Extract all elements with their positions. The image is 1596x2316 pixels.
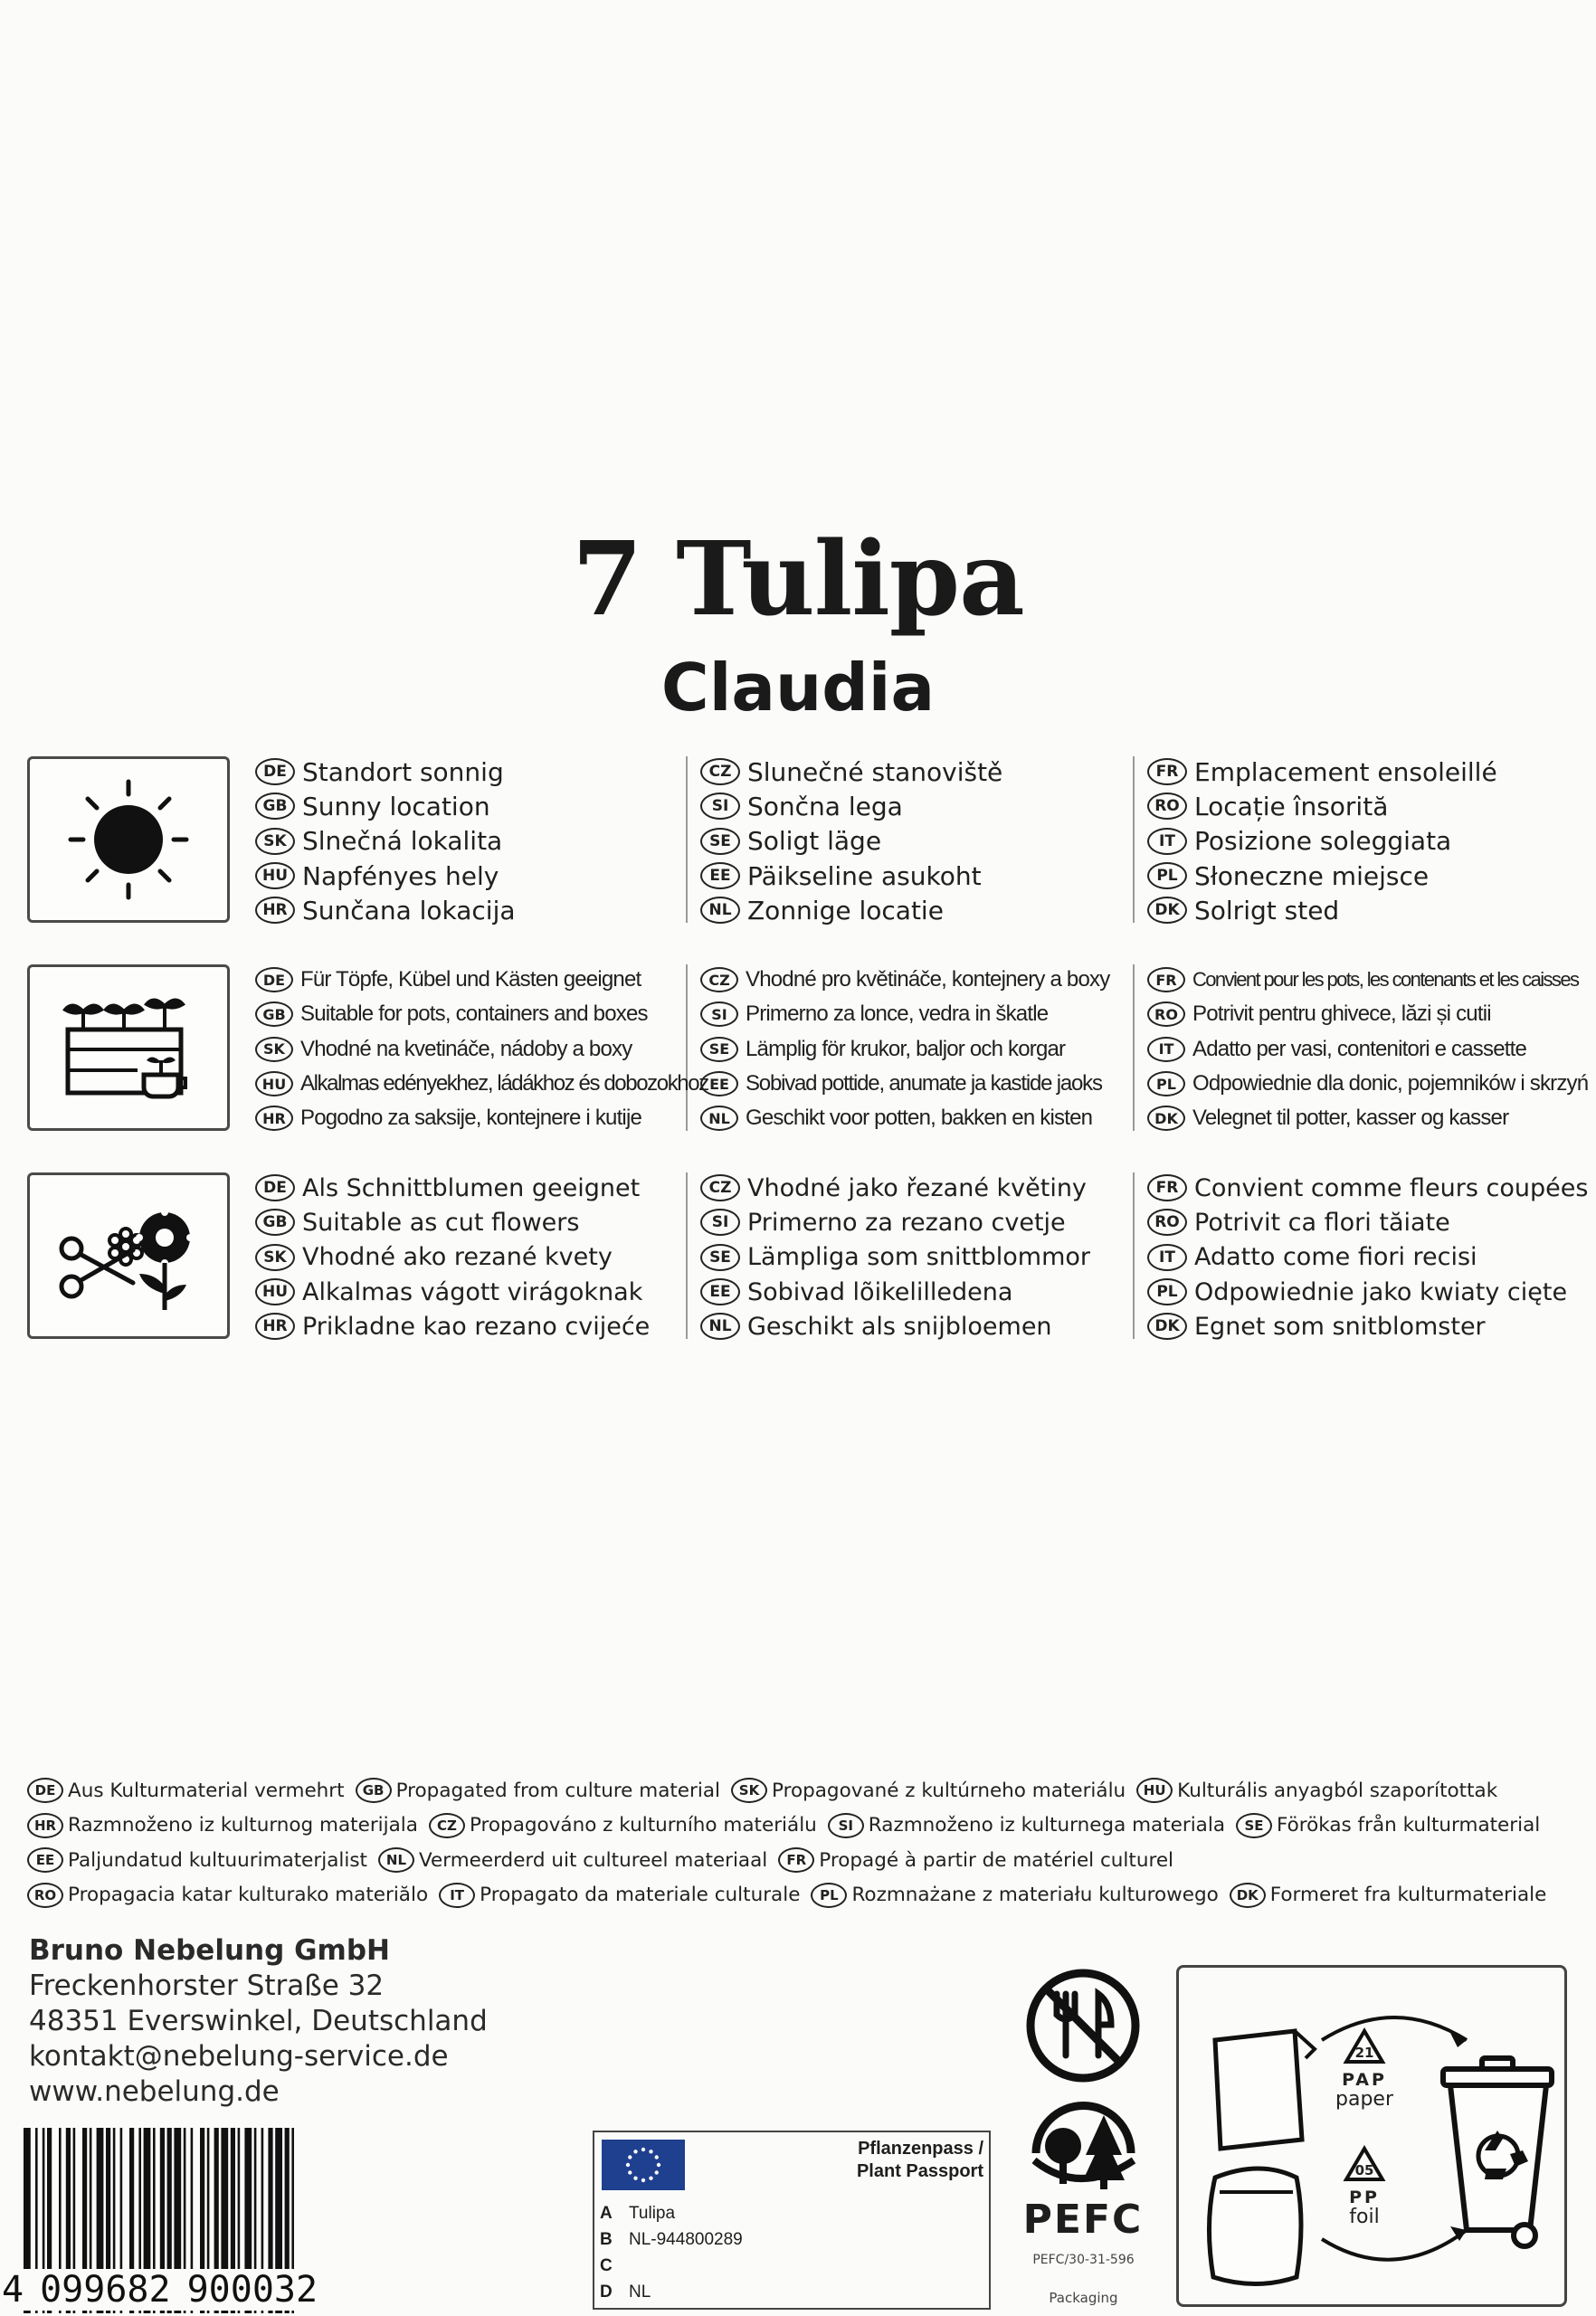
containers-line <box>255 1067 708 1101</box>
location-text: Slnečná lokalita <box>302 826 503 857</box>
containers-text: Vhodné pro květináče, kontejnery a boxy <box>746 967 1110 992</box>
containers-column-2 <box>700 963 1109 1135</box>
eu-star <box>626 2163 630 2167</box>
propagation-item <box>778 1847 1173 1873</box>
country-code-badge: DE <box>255 1174 295 1201</box>
country-code-badge: PL <box>1147 1278 1187 1305</box>
location-line <box>255 859 516 893</box>
propagation-line <box>27 1773 1592 1808</box>
propagation-item <box>27 1847 367 1873</box>
location-text: Sunny location <box>302 791 490 821</box>
country-code-badge: HR <box>27 1813 63 1838</box>
row-key: A <box>600 2203 613 2223</box>
country-code-badge: SI <box>828 1813 864 1838</box>
country-code-badge: SI <box>700 1001 738 1027</box>
paper-label: paper <box>1335 2088 1393 2111</box>
location-text: Napfényes hely <box>302 860 499 891</box>
plant-passport-row <box>600 2226 743 2253</box>
location-line <box>700 789 1002 823</box>
row-key: D <box>600 2282 613 2302</box>
propagation-item <box>1236 1813 1540 1838</box>
propagation-item <box>811 1883 1218 1908</box>
containers-line <box>1147 963 1588 997</box>
containers-text: Adatto per vasi, contenitori e cassette <box>1192 1036 1527 1061</box>
cut-flowers-text: Odpowiednie jako kwiaty cięte <box>1194 1277 1568 1306</box>
row-value: Tulipa <box>629 2203 676 2223</box>
plant-passport-row <box>600 2253 743 2279</box>
country-code-badge: GB <box>255 1209 295 1236</box>
containers-line <box>700 997 1109 1031</box>
country-code-badge: SE <box>700 1244 740 1271</box>
containers-text: Alkalmas edényekhez, ládákhoz és dobozokhoz <box>300 1071 708 1096</box>
cut-flowers-line <box>700 1205 1090 1239</box>
column-divider <box>1133 1172 1135 1339</box>
foil-pouch-icon <box>1209 2169 1301 2284</box>
propagation-item <box>828 1813 1225 1838</box>
containers-line <box>700 1067 1109 1101</box>
cut-flowers-text: Potrivit ca flori tăiate <box>1194 1208 1450 1237</box>
propagation-item <box>1136 1778 1497 1803</box>
location-line <box>1147 824 1497 859</box>
country-code-badge: EE <box>700 1278 740 1305</box>
country-code-badge: EE <box>700 1071 738 1096</box>
propagation-text: Propagated from culture material <box>395 1779 720 1802</box>
row-key: C <box>600 2255 613 2275</box>
country-code-badge: SE <box>1236 1813 1272 1838</box>
column-divider <box>1133 756 1135 923</box>
cut-flowers-text: Vhodné jako řezané květiny <box>747 1173 1087 1202</box>
containers-text: Vhodné na kvetináče, nádoby a boxy <box>300 1036 632 1061</box>
country-code-badge: CZ <box>429 1813 465 1838</box>
location-line <box>255 824 516 859</box>
propagation-text: Vermeerderd uit cultureel materiaal <box>418 1848 768 1872</box>
location-line <box>700 859 1002 893</box>
propagation-text: Propagované z kultúrneho materiálu <box>771 1779 1126 1802</box>
propagation-item <box>439 1883 800 1908</box>
propagation-item <box>731 1778 1126 1803</box>
containers-line <box>1147 1032 1588 1067</box>
company-city: 48351 Everswinkel, Deutschland <box>29 2005 488 2037</box>
location-text: Solrigt sted <box>1194 895 1340 925</box>
country-code-badge: SK <box>255 1037 293 1062</box>
product-title: 7 Tulipa <box>572 520 1024 639</box>
barcode-first-digit: 4 <box>2 2269 24 2311</box>
containers-text: Velegnet til potter, kasser og kasser <box>1192 1106 1509 1131</box>
sun-icon <box>65 776 192 903</box>
propagation-text: Razmnoženo iz kulturnog materijala <box>68 1814 418 1837</box>
eu-star <box>641 2148 645 2151</box>
location-line <box>1147 789 1497 823</box>
containers-column-1 <box>255 963 708 1135</box>
propagation-item <box>429 1813 817 1838</box>
containers-text: Convient pour les pots, les contenants et les caisses <box>1192 968 1579 992</box>
column-divider <box>1133 964 1135 1131</box>
country-code-badge: EE <box>27 1847 63 1873</box>
propagation-text: Propagato da materiale culturale <box>480 1884 801 1907</box>
company-street: Freckenhorster Straße 32 <box>29 1970 385 2002</box>
location-column-3 <box>1147 755 1497 927</box>
country-code-badge: PL <box>811 1883 847 1908</box>
pefc-code: PEFC/30-31-596 <box>1032 2253 1135 2267</box>
country-code-badge: SE <box>700 828 740 855</box>
containers-line <box>1147 997 1588 1031</box>
country-code-badge: GB <box>356 1778 392 1803</box>
country-code-badge: PL <box>1147 1071 1185 1096</box>
propagation-text: Propagováno z kulturního materiálu <box>469 1814 817 1837</box>
cut-flowers-line <box>255 1275 650 1309</box>
eu-star <box>633 2177 637 2180</box>
country-code-badge: HU <box>255 862 295 889</box>
cut-flowers-text: Geschikt als snijbloemen <box>747 1312 1052 1341</box>
pefc-label: PEFC <box>1022 2197 1144 2243</box>
company-name: Bruno Nebelung GmbH <box>29 1934 390 1967</box>
recycling-info <box>1176 1965 1567 2307</box>
propagation-text: Aus Kulturmaterial vermehrt <box>68 1779 345 1802</box>
paper-abbreviation: PAP <box>1342 2070 1387 2090</box>
cut-flowers-text: Suitable as cut flowers <box>302 1208 580 1237</box>
country-code-badge: CZ <box>700 758 740 785</box>
containers-column-3 <box>1147 963 1588 1135</box>
propagation-item <box>27 1778 345 1803</box>
containers-text: Pogodno za saksije, kontejnere i kutije <box>300 1106 642 1131</box>
barcode-group-2: 900032 <box>186 2269 318 2311</box>
scissors-flower-icon <box>52 1192 205 1319</box>
country-code-badge: HR <box>255 1313 295 1340</box>
propagation-text: Propagé à partir de matériel culturel <box>819 1848 1174 1872</box>
barcode-group-1: 099682 <box>40 2269 171 2311</box>
propagation-text: Propagacia katar kulturako materiălo <box>68 1884 429 1907</box>
propagation-line <box>27 1808 1592 1844</box>
location-text: Zonnige locatie <box>747 895 944 925</box>
location-line <box>1147 859 1497 893</box>
country-code-badge: IT <box>1147 828 1187 855</box>
cut-flowers-line <box>255 1171 650 1205</box>
cut-flowers-line <box>1147 1309 1588 1343</box>
company-email[interactable]: kontakt@nebelung-service.de <box>29 2040 449 2073</box>
row-value: NL <box>629 2282 651 2302</box>
propagation-item <box>27 1883 428 1908</box>
country-code-badge: CZ <box>700 1174 740 1201</box>
propagation-text: Rozmnażane z materiału kulturowego <box>851 1884 1219 1907</box>
eu-star <box>649 2150 652 2153</box>
location-line <box>255 789 516 823</box>
column-divider <box>686 1172 688 1339</box>
cut-flowers-text: Prikladne kao rezano cvijeće <box>302 1312 651 1341</box>
packaging-label: Packaging <box>1049 2290 1118 2306</box>
cut-flowers-text: Als Schnittblumen geeignet <box>302 1173 641 1202</box>
location-text: Emplacement ensoleillé <box>1194 756 1497 787</box>
cut-flowers-text: Sobivad lõikelilledena <box>747 1277 1013 1306</box>
cut-flowers-text: Primerno za rezano cvetje <box>747 1208 1066 1237</box>
propagation-item <box>27 1813 418 1838</box>
eu-star <box>633 2150 637 2153</box>
country-code-badge: DE <box>255 967 293 992</box>
recycling-bin-icon <box>1443 2058 1552 2246</box>
cut-flowers-line <box>255 1205 650 1239</box>
foil-label: foil <box>1349 2206 1380 2228</box>
containers-text: Primerno za lonce, vedra in škatle <box>746 1001 1049 1027</box>
company-website[interactable]: www.nebelung.de <box>29 2075 280 2108</box>
containers-line <box>700 1101 1109 1135</box>
location-column-2 <box>700 755 1002 927</box>
country-code-badge: DE <box>27 1778 63 1803</box>
cut-flowers-column-2 <box>700 1171 1090 1343</box>
cut-flowers-text: Alkalmas vágott virágoknak <box>302 1277 643 1306</box>
country-code-badge: RO <box>27 1883 63 1908</box>
country-code-badge: IT <box>1147 1244 1187 1271</box>
not-edible-icon <box>1022 1965 1144 2086</box>
propagation-block <box>27 1773 1592 1913</box>
country-code-badge: DK <box>1147 897 1187 924</box>
propagation-text: Paljundatud kultuurimaterjalist <box>68 1848 367 1872</box>
cut-flowers-icon-box <box>27 1172 230 1339</box>
country-code-badge: SI <box>700 1209 740 1236</box>
country-code-badge: RO <box>1147 1001 1185 1027</box>
recycling-graphics <box>1179 1968 1564 2304</box>
country-code-badge: HR <box>255 897 295 924</box>
country-code-badge: SE <box>700 1037 738 1062</box>
cut-flowers-column-3 <box>1147 1171 1588 1343</box>
country-code-badge: GB <box>255 793 295 820</box>
row-value: NL-944800289 <box>629 2229 743 2249</box>
containers-line <box>1147 1067 1588 1101</box>
paper-resin-code: 21 <box>1354 2045 1374 2061</box>
country-code-badge: DK <box>1147 1106 1185 1131</box>
containers-text: Potrivit pentru ghivece, lăzi și cutii <box>1192 1001 1491 1027</box>
eu-star <box>628 2170 632 2174</box>
country-code-badge: RO <box>1147 1209 1187 1236</box>
country-code-badge: EE <box>700 862 740 889</box>
containers-line <box>700 963 1109 997</box>
location-text: Slunečné stanoviště <box>747 756 1003 787</box>
row-key: B <box>600 2229 613 2249</box>
country-code-badge: SK <box>731 1778 767 1803</box>
country-code-badge: SK <box>255 828 295 855</box>
propagation-item <box>356 1778 720 1803</box>
country-code-badge: GB <box>255 1001 293 1027</box>
country-code-badge: HU <box>1136 1778 1173 1803</box>
planter-icon-box <box>27 964 230 1131</box>
location-line <box>255 755 516 789</box>
plant-passport-title <box>857 2138 983 2183</box>
propagation-item <box>378 1847 767 1873</box>
containers-line <box>700 1032 1109 1067</box>
containers-text: Für Töpfe, Kübel und Kästen geeignet <box>300 967 641 992</box>
containers-text: Sobivad pottide, anumate ja kastide jaoks <box>746 1071 1102 1096</box>
cut-flowers-line <box>700 1275 1090 1309</box>
country-code-badge: FR <box>1147 967 1185 992</box>
cut-flowers-line <box>255 1309 650 1343</box>
paper-card-icon <box>1215 2031 1315 2149</box>
company-address <box>29 1933 488 2110</box>
pefc-logo-icon <box>1018 2090 1149 2207</box>
country-code-badge: FR <box>1147 758 1187 785</box>
containers-line <box>1147 1101 1588 1135</box>
cut-flowers-line <box>1147 1275 1588 1309</box>
country-code-badge: CZ <box>700 967 738 992</box>
containers-text: Lämplig för krukor, baljor och korgar <box>746 1036 1066 1061</box>
country-code-badge: FR <box>1147 1174 1187 1201</box>
cut-flowers-line <box>1147 1240 1588 1275</box>
country-code-badge: PL <box>1147 862 1187 889</box>
foil-abbreviation: PP <box>1349 2188 1380 2207</box>
eu-star <box>657 2163 660 2167</box>
propagation-text: Razmnoženo iz kulturnega materiala <box>868 1814 1225 1837</box>
country-code-badge: NL <box>700 897 740 924</box>
location-column-1 <box>255 755 516 927</box>
country-code-badge: IT <box>439 1883 475 1908</box>
cut-flowers-line <box>700 1309 1090 1343</box>
eu-star <box>641 2178 645 2182</box>
eu-star <box>655 2155 659 2159</box>
location-text: Standort sonnig <box>302 756 504 787</box>
cut-flowers-line <box>700 1240 1090 1275</box>
cut-flowers-line <box>700 1171 1090 1205</box>
eu-star <box>655 2170 659 2174</box>
country-code-badge: SK <box>255 1244 295 1271</box>
country-code-badge: NL <box>378 1847 414 1873</box>
column-divider <box>686 756 688 923</box>
location-text: Sunčana lokacija <box>302 895 516 925</box>
location-line <box>700 893 1002 927</box>
cut-flowers-line <box>255 1240 650 1275</box>
country-code-badge: SI <box>700 793 740 820</box>
containers-line <box>255 963 708 997</box>
location-text: Słoneczne miejsce <box>1194 860 1430 891</box>
location-text: Sončna lega <box>747 791 903 821</box>
plant-passport-title-line-1: Pflanzenpass / <box>858 2139 983 2159</box>
containers-line <box>255 1032 708 1067</box>
containers-line <box>255 997 708 1031</box>
country-code-badge: FR <box>778 1847 814 1873</box>
eu-flag-icon <box>602 2140 685 2190</box>
containers-text: Odpowiednie dla donic, pojemników i skrzyń <box>1192 1071 1589 1096</box>
country-code-badge: NL <box>700 1106 738 1131</box>
containers-text: Suitable for pots, containers and boxes <box>300 1001 648 1027</box>
location-line <box>255 893 516 927</box>
plant-passport <box>593 2131 991 2310</box>
country-code-badge: DK <box>1147 1313 1187 1340</box>
propagation-line <box>27 1843 1592 1878</box>
country-code-badge: IT <box>1147 1037 1185 1062</box>
propagation-text: Förökas från kulturmaterial <box>1277 1814 1541 1837</box>
plant-passport-title-line-2: Plant Passport <box>856 2161 983 2181</box>
location-line <box>1147 755 1497 789</box>
cut-flowers-text: Convient comme fleurs coupées <box>1194 1173 1589 1202</box>
containers-text: Geschikt voor potten, bakken en kisten <box>746 1106 1093 1131</box>
country-code-badge: DE <box>255 758 295 785</box>
plant-passport-row <box>600 2279 743 2305</box>
country-code-badge: RO <box>1147 793 1187 820</box>
eu-star <box>628 2155 632 2159</box>
foil-resin-code: 05 <box>1354 2162 1374 2178</box>
propagation-text: Formeret fra kulturmateriale <box>1269 1884 1547 1907</box>
plant-passport-rows <box>600 2200 743 2305</box>
sun-icon-box <box>27 756 230 923</box>
propagation-text: Kulturális anyagból szaporítottak <box>1177 1779 1498 1802</box>
location-line <box>700 824 1002 859</box>
location-text: Soligt läge <box>747 826 882 857</box>
cut-flowers-line <box>1147 1205 1588 1239</box>
cut-flowers-column-1 <box>255 1171 650 1343</box>
country-code-badge: HR <box>255 1106 293 1131</box>
location-text: Posizione soleggiata <box>1194 826 1452 857</box>
product-variety: Claudia <box>660 650 936 726</box>
country-code-badge: HU <box>255 1071 293 1096</box>
propagation-line <box>27 1878 1592 1913</box>
propagation-item <box>1230 1883 1547 1908</box>
cut-flowers-line <box>1147 1171 1588 1205</box>
country-code-badge: HU <box>255 1278 295 1305</box>
cut-flowers-text: Lämpliga som snittblommor <box>747 1243 1091 1272</box>
cut-flowers-text: Vhodné ako rezané kvety <box>302 1243 613 1272</box>
country-code-badge: NL <box>700 1313 740 1340</box>
barcode-digits <box>0 2269 319 2311</box>
location-line <box>1147 893 1497 927</box>
cut-flowers-text: Egnet som snitblomster <box>1194 1312 1486 1341</box>
eu-star <box>649 2177 652 2180</box>
cut-flowers-text: Adatto come fiori recisi <box>1194 1243 1477 1272</box>
location-text: Locație însorită <box>1194 791 1389 821</box>
containers-line <box>255 1101 708 1135</box>
planter-box-icon <box>61 984 196 1111</box>
location-line <box>700 755 1002 789</box>
plant-passport-row <box>600 2200 743 2226</box>
country-code-badge: DK <box>1230 1883 1266 1908</box>
location-text: Päikseline asukoht <box>747 860 982 891</box>
